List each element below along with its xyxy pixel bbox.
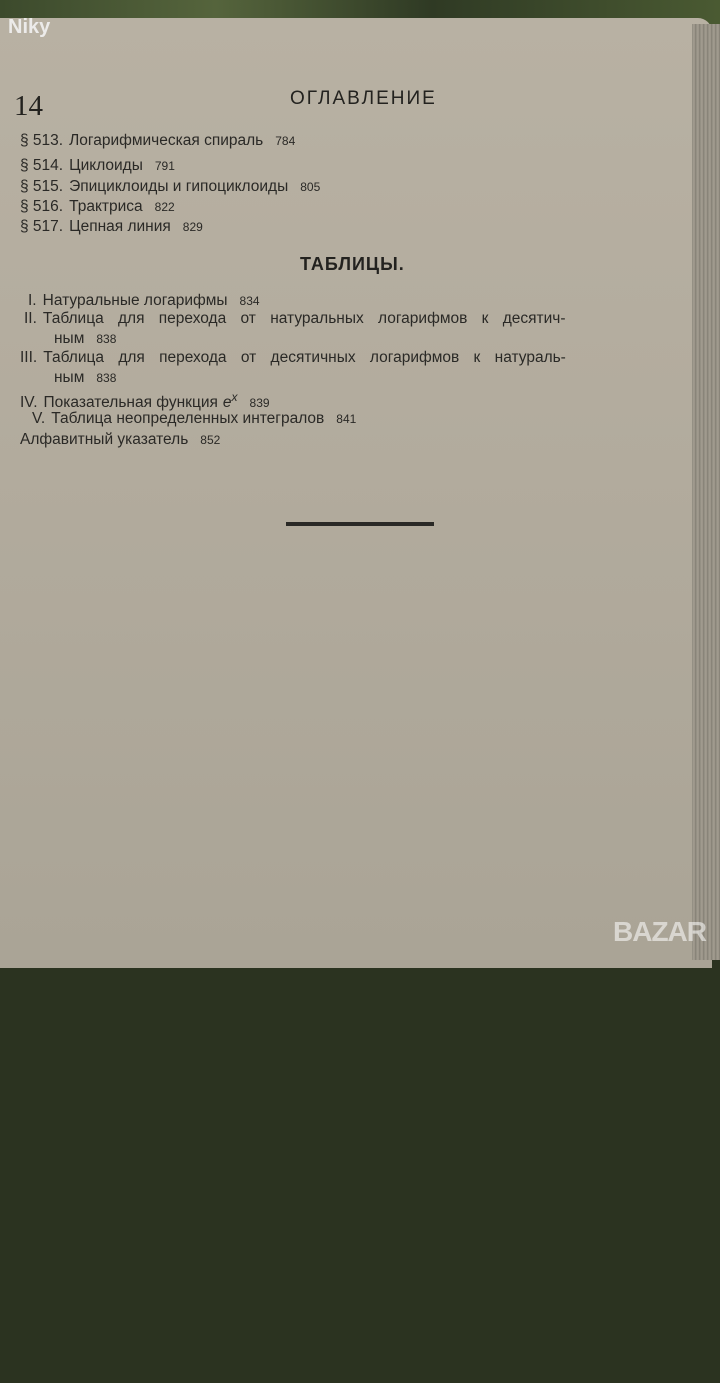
table-page: 834 <box>239 294 260 308</box>
math-expression <box>223 390 238 412</box>
section-number: § 517. <box>20 218 64 235</box>
section-number: § 516. <box>20 198 64 215</box>
section-number: § 513. <box>20 132 64 149</box>
table-title-continuation: ным <box>54 369 85 386</box>
end-rule <box>286 522 434 526</box>
table-title: Натуральные логарифмы <box>42 292 228 309</box>
table-number: III. <box>20 349 38 366</box>
index-title: Алфавитный указатель <box>20 431 189 448</box>
watermark-text: Niky <box>8 16 51 38</box>
toc-entry <box>20 349 692 367</box>
table-title: Таблица для перехода от натуральных логарифмов к десятич- <box>42 310 566 327</box>
table-page: 839 <box>249 396 270 411</box>
table-page: 838 <box>96 332 117 346</box>
table-page: 841 <box>336 412 357 426</box>
section-number: § 515. <box>20 178 64 195</box>
table-title: Таблица для перехода от десятичных логарифмов к натураль- <box>43 349 566 366</box>
book-page-edges <box>692 24 720 960</box>
section-title: Трактриса <box>69 198 143 215</box>
section-title: Циклоиды <box>69 157 143 174</box>
section-title: Цепная линия <box>69 218 171 235</box>
index-page: 852 <box>200 433 221 447</box>
math-superscript: x <box>231 390 238 404</box>
section-number: § 514. <box>20 157 64 174</box>
page-header: ОГЛАВЛЕНИЕ <box>290 88 437 109</box>
table-title: Таблица неопределенных интегралов <box>51 410 325 427</box>
bazar-logo: BAZAR <box>613 916 706 947</box>
table-number: V. <box>32 410 46 427</box>
table-title: Показательная функция <box>43 394 218 412</box>
section-page: 805 <box>300 180 321 194</box>
table-title-continuation: ным <box>54 330 85 347</box>
table-page: 838 <box>96 371 117 385</box>
section-title: Эпициклоиды и гипоциклоиды <box>69 178 289 195</box>
section-page: 791 <box>154 159 175 173</box>
toc-entry <box>24 310 692 328</box>
table-number: I. <box>28 292 37 309</box>
section-title: Логарифмическая спираль <box>69 132 264 149</box>
section-page: 822 <box>154 200 175 214</box>
table-number: IV. <box>20 394 38 412</box>
section-page: 829 <box>182 220 203 234</box>
toc-entry <box>20 431 692 1383</box>
section-page: 784 <box>275 134 296 148</box>
page-number: 14 <box>14 90 43 122</box>
tables-heading: ТАБЛИЦЫ. <box>300 254 405 274</box>
table-number: II. <box>24 310 37 327</box>
math-base: e <box>222 394 232 412</box>
